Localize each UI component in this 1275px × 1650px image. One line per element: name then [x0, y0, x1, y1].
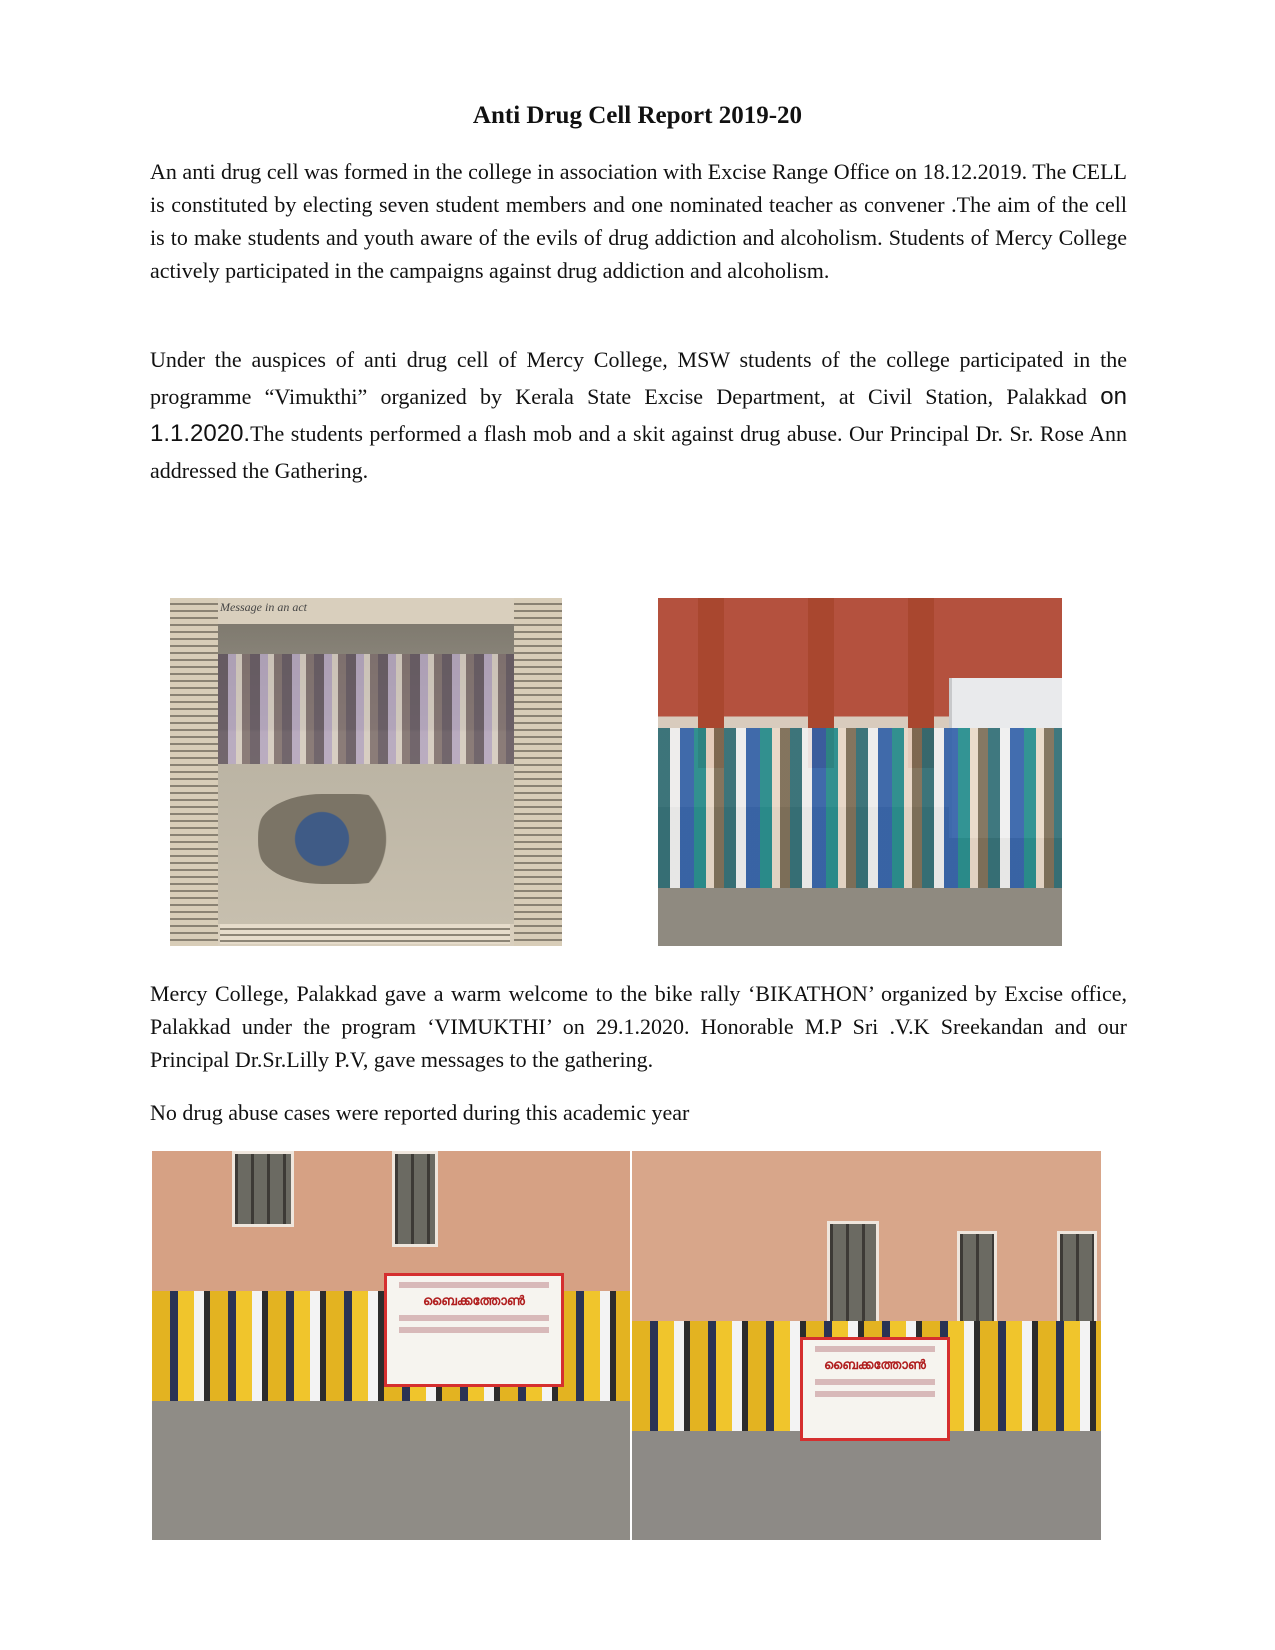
newspaper-column — [170, 598, 218, 946]
paragraph-bikathon: Mercy College, Palakkad gave a warm welcome to the bike rally ‘BIKATHON’ organized by Excise office, Palakkad under the program ‘VIMUKTHI’ on 29.1.2020. Honorable M.P Sri .V.K Sreekandan and our Principal Dr.Sr.Lilly P.V, gave messages to the gathering. — [150, 981, 1127, 1072]
rally-banner — [800, 1337, 950, 1441]
paragraph-vimukthi-text: Under the auspices of anti drug cell of Mercy College, MSW students of the college participated in the programme “Vimukthi” organized by Kerala State Excise Department, at Civil Station, Palakkad — [150, 347, 1127, 409]
rally-banner-text: ബൈക്കത്തോൺ — [422, 1294, 525, 1309]
paragraph-vimukthi-text-end: The students performed a flash mob and a skit against drug abuse. Our Principal Dr. Sr. Rose Ann addressed the Gathering. — [150, 421, 1127, 483]
paragraph-no-cases: No drug abuse cases were reported during this academic year — [150, 1100, 690, 1125]
page-title: Anti Drug Cell Report 2019-20 — [472, 102, 803, 129]
paragraph-vimukthi-date: on 1.1.2020. — [150, 383, 1127, 447]
rally-banner-text: ബൈക്കത്തോൺ — [823, 1358, 926, 1373]
bikathon-rally-photo-left — [152, 1151, 630, 1540]
street-play-image — [218, 624, 514, 924]
rally-banner — [384, 1273, 564, 1387]
crowd-shape — [658, 728, 1062, 888]
clipping-heading: Message in an act — [220, 600, 307, 614]
newspaper-clipping-photo — [170, 598, 562, 946]
performers-shape — [258, 794, 418, 884]
bikathon-rally-photo-right — [632, 1151, 1101, 1540]
paragraph-cell-formation: An anti drug cell was formed in the college in association with Excise Range Office on 18.12.2019. The CELL is constituted by electing seven student members and one nominated teacher as convener .The aim of the cell is to make students and youth aware of the evils of drug addiction and alcoholism. Students of Mercy College actively participated in the campaigns against drug addiction and alcoholism. — [150, 159, 1127, 283]
civil-station-gathering-photo — [658, 598, 1062, 946]
building-window — [232, 1151, 294, 1227]
newspaper-column — [514, 598, 562, 946]
crowd-shape — [218, 654, 514, 764]
clipping-caption-lines — [220, 924, 510, 944]
building-window — [392, 1151, 438, 1247]
paragraph-vimukthi — [150, 341, 1127, 489]
